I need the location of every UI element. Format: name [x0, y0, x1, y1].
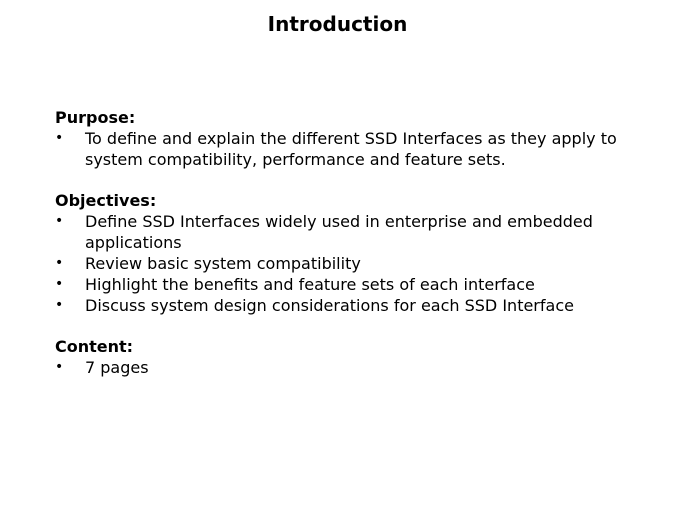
objectives-section: [55, 190, 655, 316]
bullet-icon: •: [55, 297, 64, 313]
list-item: [55, 357, 655, 378]
list-item-text: To define and explain the different SSD Interfaces as they apply to system compatibility, performance and feature sets.: [85, 129, 617, 169]
bullet-icon: •: [55, 255, 64, 271]
list-item: [55, 128, 655, 170]
list-item-text: Highlight the benefits and feature sets of each interface: [85, 275, 535, 294]
content-section: [55, 336, 655, 378]
bullet-icon: •: [55, 213, 64, 229]
bullet-icon: •: [55, 130, 64, 146]
purpose-list: [55, 128, 655, 170]
list-item: [55, 211, 655, 253]
objectives-heading: Objectives:: [55, 191, 157, 210]
content-heading: Content:: [55, 337, 134, 356]
list-item-text: Define SSD Interfaces widely used in enterprise and embedded applications: [85, 212, 593, 252]
list-item: [55, 295, 655, 316]
list-item: [55, 274, 655, 295]
list-item-text: Discuss system design considerations for each SSD Interface: [85, 296, 574, 315]
list-item-text: 7 pages: [85, 358, 149, 377]
list-item: [55, 253, 655, 274]
bullet-icon: •: [55, 359, 64, 375]
bullet-icon: •: [55, 276, 64, 292]
slide-title: Introduction: [267, 12, 408, 36]
purpose-heading: Purpose:: [55, 108, 136, 127]
objectives-list: [55, 211, 655, 316]
slide-content: [55, 107, 655, 398]
list-item-text: Review basic system compatibility: [85, 254, 361, 273]
content-list: [55, 357, 655, 378]
purpose-section: [55, 107, 655, 170]
